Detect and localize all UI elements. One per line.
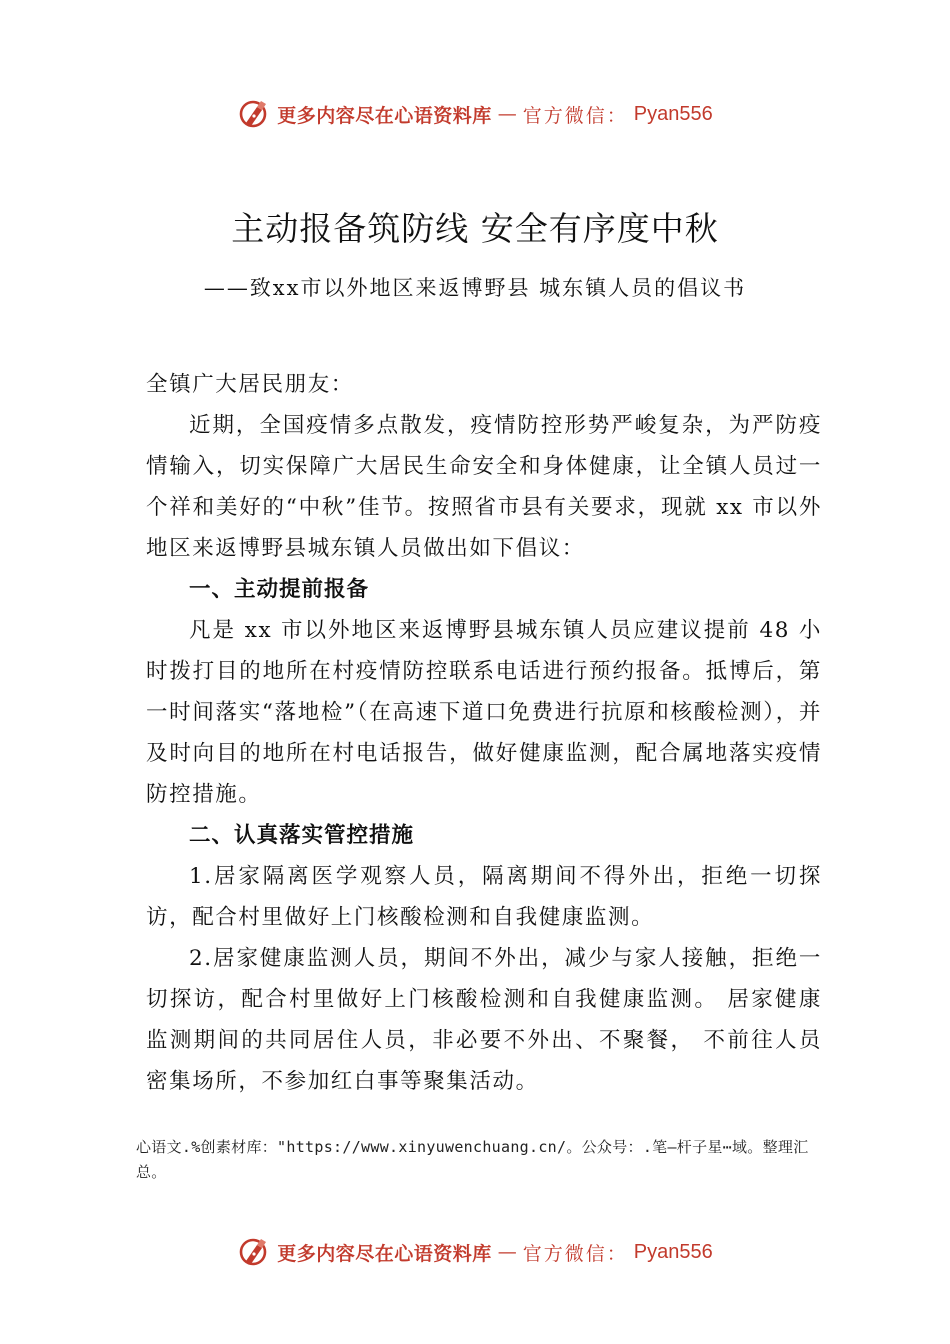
banner-dash: — <box>497 1241 517 1263</box>
document-subtitle: ——致xx市以外地区来返博野县 城东镇人员的倡议书 <box>203 276 747 300</box>
section-2-item-2: 2.居家健康监测人员，期间不外出，减少与家人接触，拒绝一切探访，配合村里做好上门核酸检测和自我健康监测。 居家健康监测期间的共同居住人员，非必要不外出、不聚餐， 不前往人员密集场所，不参加红白事等聚集活动。 <box>146 946 822 1094</box>
header-banner <box>0 94 950 134</box>
section-1-heading: 一、主动提前报备 <box>189 577 370 602</box>
banner-wechat-label: 官方微信： <box>522 104 628 127</box>
source-footnote: 心语文.%创素材库："https://www.xinyuwenchuang.cn/。公众号：.笔—杆子星⋯域。整理汇总。 <box>136 1138 809 1181</box>
section-1-paragraph: 凡是 xx 市以外地区来返博野县城东镇人员应建议提前 48 小时拨打目的地所在村疫情防控联系电话进行预约报备。抵博后，第一时间落实“落地检”（在高速下道口免费进行抗原和核酸检测），并及时向目的地所在村电话报告，做好健康监测，配合属地落实疫情防控措施。 <box>146 618 822 807</box>
section-2-heading: 二、认真落实管控措施 <box>189 823 415 848</box>
pen-nib-logo-icon <box>237 97 271 131</box>
pen-nib-logo-icon <box>237 1235 271 1269</box>
banner-wechat-id: Pyan556 <box>633 1240 713 1263</box>
greeting: 全镇广大居民朋友： <box>146 372 354 397</box>
banner-text: 更多内容尽在心语资料库 <box>277 1242 492 1265</box>
banner-text: 更多内容尽在心语资料库 <box>277 104 492 127</box>
intro-paragraph: 近期，全国疫情多点散发，疫情防控形势严峻复杂，为严防疫情输入，切实保障广大居民生命安全和身体健康，让全镇人员过一个祥和美好的“中秋”佳节。按照省市县有关要求，现就 xx 市以外地区来返博野县城东镇人员做出如下倡议： <box>146 413 822 561</box>
banner-dash: — <box>497 103 517 125</box>
banner-wechat-label: 官方微信： <box>522 1242 628 1265</box>
document-body <box>146 364 822 1102</box>
section-2-item-1: 1.居家隔离医学观察人员，隔离期间不得外出，拒绝一切探访，配合村里做好上门核酸检测和自我健康监测。 <box>146 864 822 930</box>
footer-banner <box>0 1232 950 1272</box>
banner-wechat-id: Pyan556 <box>633 102 713 125</box>
document-title: 主动报备筑防线 安全有序度中秋 <box>231 209 719 248</box>
